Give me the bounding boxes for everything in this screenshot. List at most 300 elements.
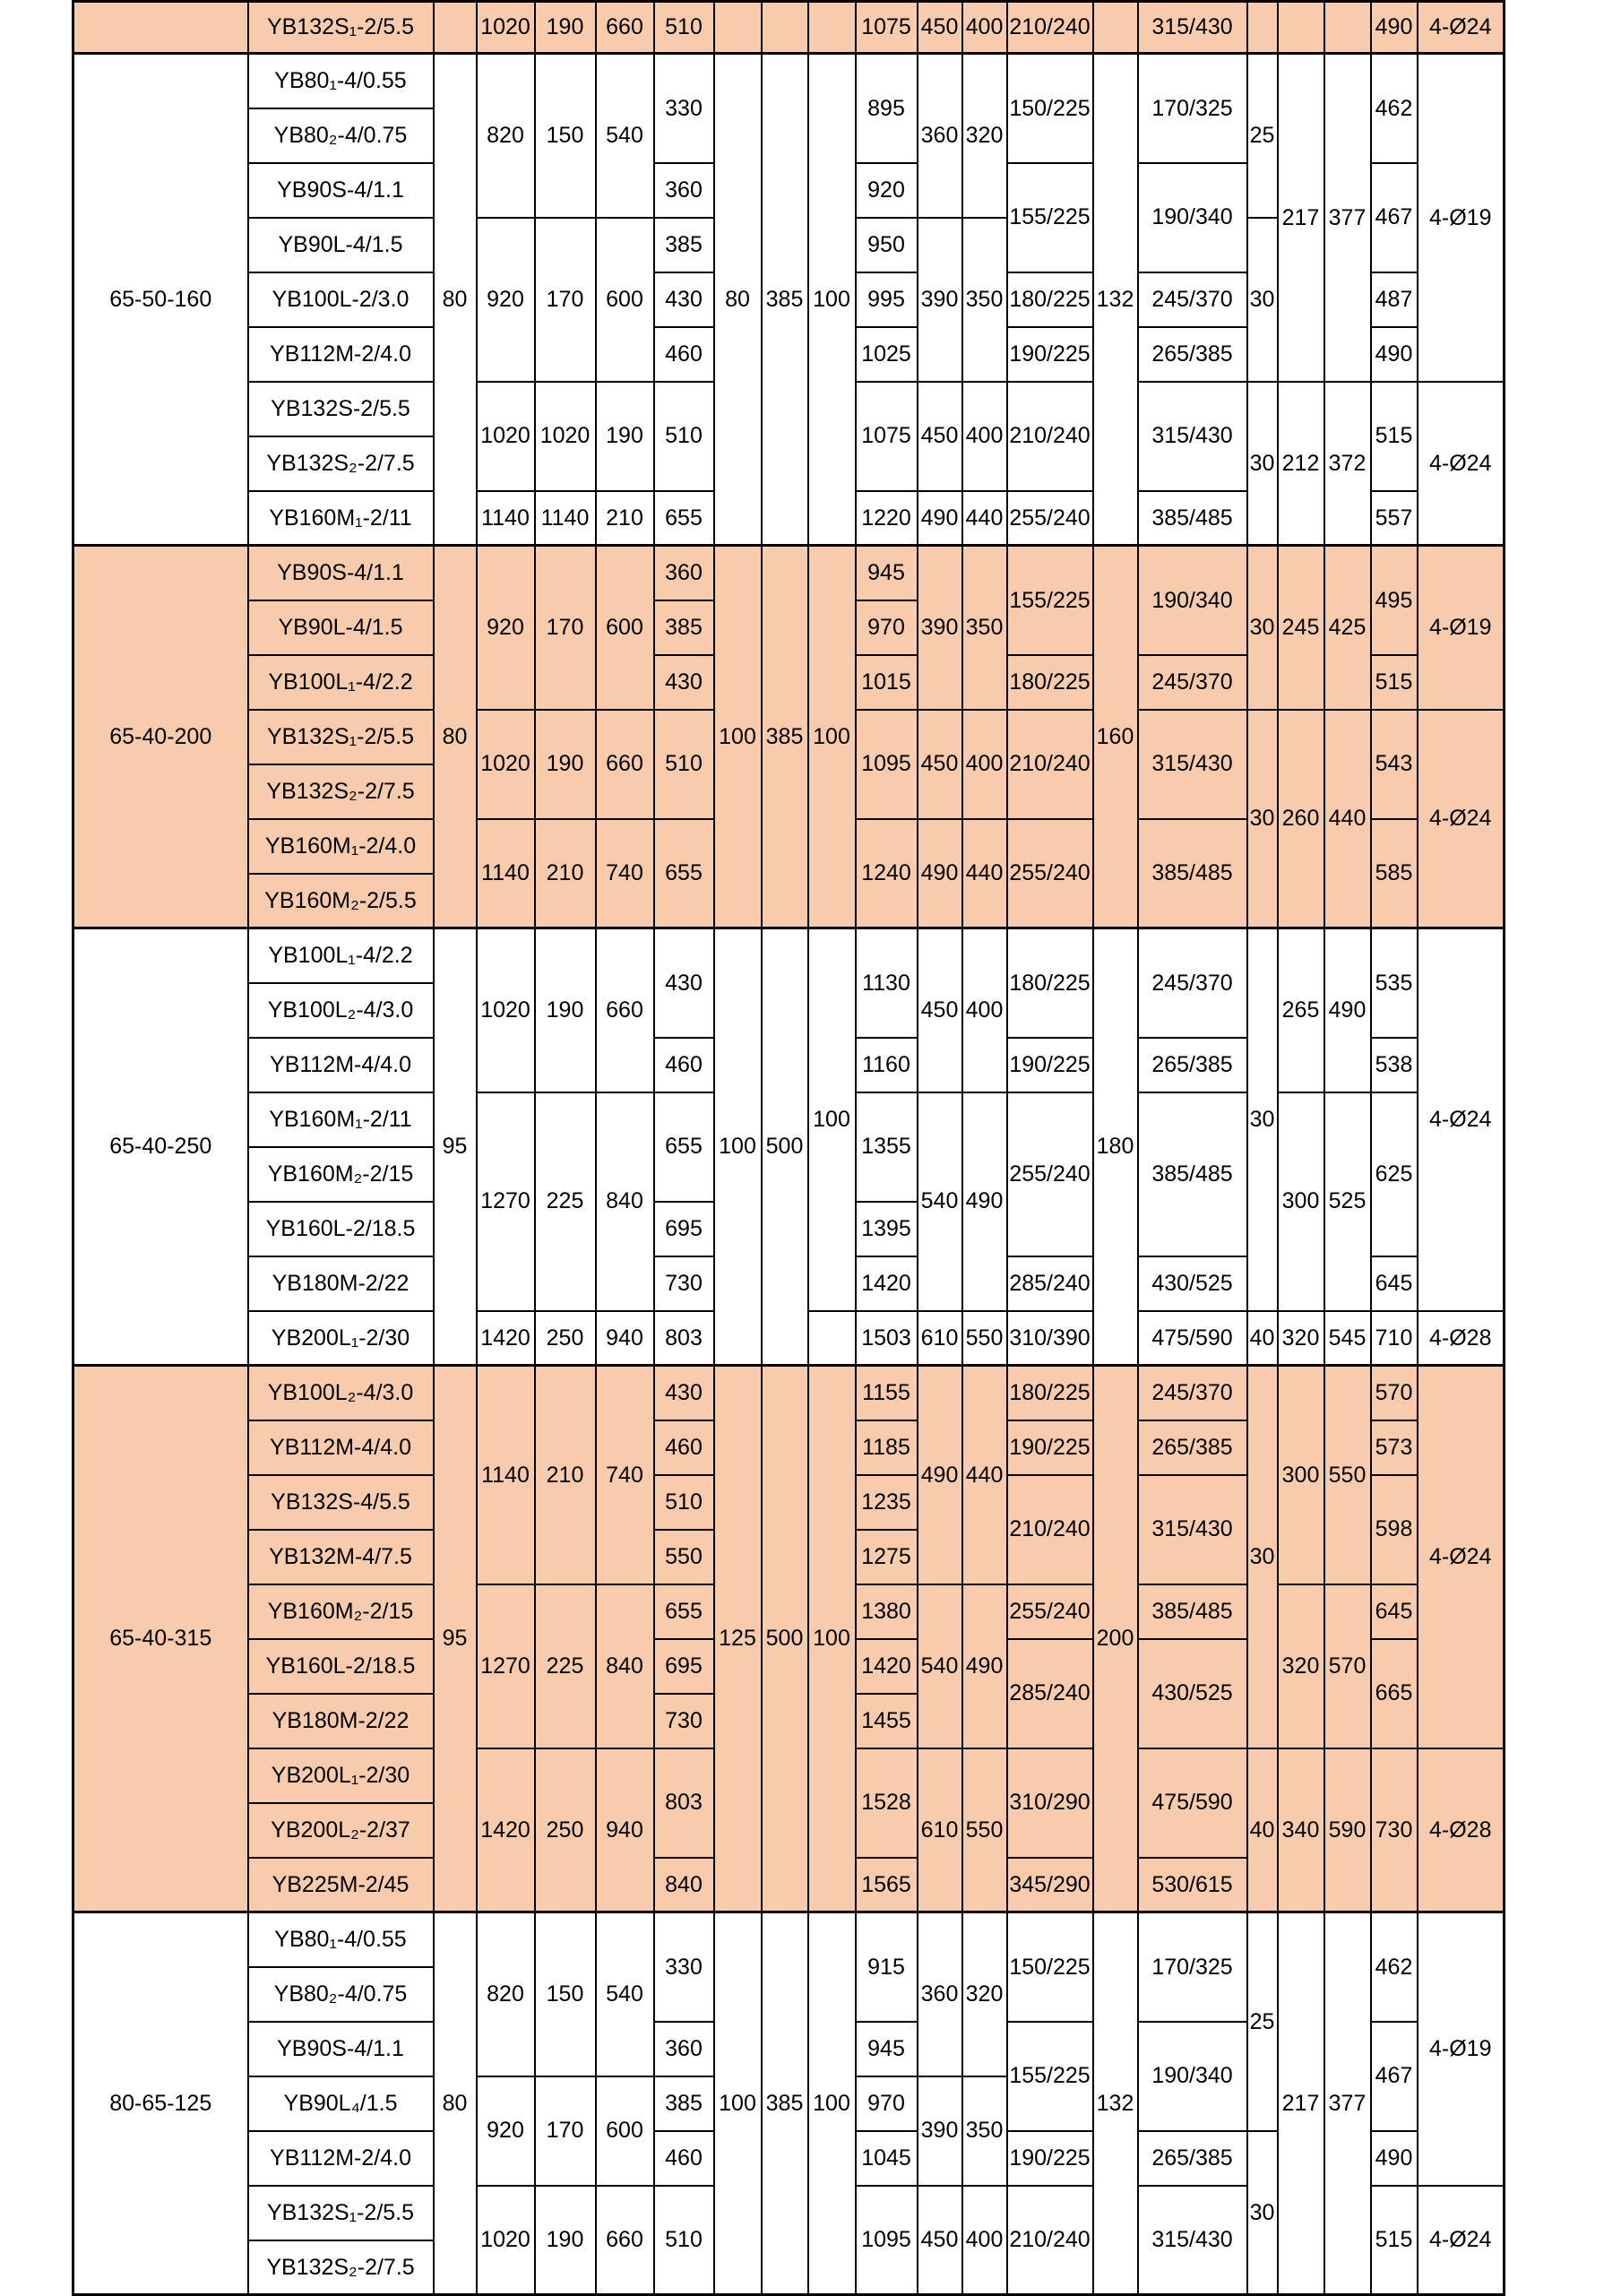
value-cell: 4-Ø24: [1418, 1366, 1505, 1748]
value-cell: 945: [856, 546, 918, 600]
value-cell: 4-Ø28: [1418, 1748, 1505, 1912]
value-cell: 550: [1324, 1366, 1371, 1584]
value-cell: 475/590: [1138, 1748, 1247, 1858]
value-cell: 1045: [856, 2131, 918, 2186]
value-cell: 1140: [477, 1366, 535, 1584]
value-cell: 660: [596, 928, 654, 1092]
value-cell: 245: [1278, 546, 1324, 710]
value-cell: 4-Ø24: [1418, 382, 1505, 546]
empty-cell: [1278, 2, 1324, 54]
value-cell: 385: [762, 54, 808, 546]
value-cell: 460: [654, 327, 714, 382]
value-cell: 1565: [856, 1858, 918, 1912]
value-cell: 490: [918, 1366, 962, 1584]
value-cell: 1020: [477, 928, 535, 1092]
value-cell: 385: [762, 546, 808, 928]
value-cell: 210/240: [1007, 2, 1093, 54]
value-cell: 4-Ø24: [1418, 2186, 1505, 2295]
value-cell: 500: [762, 1366, 808, 1912]
value-cell: 155/225: [1007, 163, 1093, 272]
value-cell: 95: [434, 928, 477, 1366]
value-cell: 377: [1324, 1912, 1371, 2295]
value-cell: 440: [962, 819, 1007, 928]
value-cell: 515: [1371, 382, 1418, 491]
value-cell: 1240: [856, 819, 918, 928]
value-cell: 530/615: [1138, 1858, 1247, 1912]
value-cell: 467: [1371, 2022, 1418, 2131]
value-cell: 210/240: [1007, 2186, 1093, 2295]
value-cell: 150/225: [1007, 54, 1093, 163]
motor-model-cell: YB80₂-4/0.75: [248, 1967, 434, 2022]
pump-model-cell: 65-50-160: [73, 54, 248, 546]
value-cell: 920: [477, 2076, 535, 2186]
table-row: [73, 2, 1505, 54]
value-cell: 895: [856, 54, 918, 163]
value-cell: 570: [1324, 1584, 1371, 1748]
spec-table-body: [73, 2, 1505, 2295]
table-row: [73, 546, 1505, 600]
value-cell: 265/385: [1138, 1420, 1247, 1475]
value-cell: 30: [1247, 928, 1278, 1311]
value-cell: 385: [654, 218, 714, 272]
value-cell: 385: [654, 2076, 714, 2131]
value-cell: 610: [918, 1748, 962, 1912]
motor-model-cell: YB100L₁-4/2.2: [248, 655, 434, 710]
value-cell: 170: [535, 546, 596, 710]
value-cell: 540: [596, 1912, 654, 2076]
value-cell: 515: [1371, 655, 1418, 710]
value-cell: 1355: [856, 1092, 918, 1202]
value-cell: 360: [918, 1912, 962, 2076]
value-cell: 525: [1324, 1092, 1371, 1311]
value-cell: 510: [654, 1475, 714, 1530]
empty-cell: [808, 2, 856, 54]
value-cell: 330: [654, 1912, 714, 2022]
motor-model-cell: YB100L₁-4/2.2: [248, 928, 434, 983]
value-cell: 100: [808, 54, 856, 546]
value-cell: 467: [1371, 163, 1418, 272]
value-cell: 320: [962, 1912, 1007, 2076]
value-cell: 490: [1371, 2, 1418, 54]
value-cell: 1020: [477, 2186, 535, 2295]
value-cell: 320: [1278, 1584, 1324, 1748]
value-cell: 255/240: [1007, 491, 1093, 546]
value-cell: 350: [962, 2076, 1007, 2186]
value-cell: 225: [535, 1092, 596, 1311]
motor-model-cell: YB80₁-4/0.55: [248, 54, 434, 108]
value-cell: 710: [1371, 1311, 1418, 1366]
value-cell: 820: [477, 54, 535, 218]
motor-model-cell: YB80₂-4/0.75: [248, 108, 434, 163]
pump-model-cell: 80-65-125: [73, 1912, 248, 2295]
motor-model-cell: YB90L₄/1.5: [248, 2076, 434, 2131]
value-cell: 30: [1247, 1366, 1278, 1748]
value-cell: 945: [856, 2022, 918, 2076]
value-cell: 360: [918, 54, 962, 218]
pump-model-cell: 65-40-315: [73, 1366, 248, 1912]
value-cell: 440: [962, 491, 1007, 546]
motor-model-cell: YB160L-2/18.5: [248, 1202, 434, 1256]
table-row: [73, 928, 1505, 983]
value-cell: 400: [962, 2186, 1007, 2295]
value-cell: 490: [918, 819, 962, 928]
value-cell: 1420: [477, 1311, 535, 1366]
value-cell: 450: [918, 2186, 962, 2295]
value-cell: 100: [714, 928, 762, 1366]
pump-model-cell: 65-40-250: [73, 928, 248, 1366]
value-cell: 245/370: [1138, 928, 1247, 1038]
value-cell: 340: [1278, 1748, 1324, 1912]
value-cell: 995: [856, 272, 918, 327]
motor-model-cell: YB160L-2/18.5: [248, 1639, 434, 1694]
value-cell: 660: [596, 2, 654, 54]
empty-cell: [714, 2, 762, 54]
value-cell: 600: [596, 218, 654, 382]
value-cell: 315/430: [1138, 1475, 1247, 1584]
value-cell: 350: [962, 546, 1007, 710]
value-cell: 4-Ø24: [1418, 710, 1505, 928]
motor-model-cell: YB132S-4/5.5: [248, 1475, 434, 1530]
value-cell: 1155: [856, 1366, 918, 1420]
value-cell: 460: [654, 2131, 714, 2186]
value-cell: 285/240: [1007, 1256, 1093, 1311]
value-cell: 970: [856, 600, 918, 655]
value-cell: 950: [856, 218, 918, 272]
value-cell: 255/240: [1007, 819, 1093, 928]
value-cell: 510: [654, 2, 714, 54]
value-cell: 490: [1371, 327, 1418, 382]
value-cell: 390: [918, 546, 962, 710]
empty-cell: [434, 2, 477, 54]
value-cell: 1140: [477, 819, 535, 928]
motor-model-cell: YB132S-2/5.5: [248, 382, 434, 436]
value-cell: 315/430: [1138, 710, 1247, 819]
value-cell: 30: [1247, 2131, 1278, 2295]
value-cell: 100: [714, 1912, 762, 2295]
value-cell: 260: [1278, 710, 1324, 928]
value-cell: 180/225: [1007, 1366, 1093, 1420]
value-cell: 600: [596, 546, 654, 710]
value-cell: 940: [596, 1311, 654, 1366]
value-cell: 540: [918, 1092, 962, 1311]
value-cell: 190/225: [1007, 1420, 1093, 1475]
value-cell: 545: [1324, 1311, 1371, 1366]
value-cell: 915: [856, 1912, 918, 2022]
value-cell: 190: [535, 928, 596, 1092]
value-cell: 1420: [477, 1748, 535, 1912]
value-cell: 1140: [535, 491, 596, 546]
value-cell: 310/390: [1007, 1311, 1093, 1366]
value-cell: 170: [535, 218, 596, 382]
value-cell: 940: [596, 1748, 654, 1912]
value-cell: 385/485: [1138, 819, 1247, 928]
value-cell: 440: [1324, 710, 1371, 928]
value-cell: 598: [1371, 1475, 1418, 1584]
value-cell: 190: [535, 2, 596, 54]
value-cell: 1270: [477, 1584, 535, 1748]
value-cell: 450: [918, 928, 962, 1092]
motor-model-cell: YB132S₂-2/7.5: [248, 764, 434, 819]
value-cell: 132: [1093, 1912, 1138, 2295]
value-cell: 330: [654, 54, 714, 163]
value-cell: 820: [477, 1912, 535, 2076]
value-cell: 265/385: [1138, 327, 1247, 382]
value-cell: 1220: [856, 491, 918, 546]
value-cell: 372: [1324, 382, 1371, 546]
value-cell: 385/485: [1138, 491, 1247, 546]
value-cell: 210/240: [1007, 382, 1093, 491]
value-cell: 100: [714, 546, 762, 928]
value-cell: 610: [918, 1311, 962, 1366]
value-cell: 550: [962, 1748, 1007, 1912]
value-cell: 400: [962, 928, 1007, 1092]
motor-model-cell: YB160M₁-2/11: [248, 1092, 434, 1147]
motor-model-cell: YB132M-4/7.5: [248, 1530, 434, 1584]
motor-model-cell: YB90L-4/1.5: [248, 218, 434, 272]
value-cell: 655: [654, 1092, 714, 1202]
value-cell: 740: [596, 819, 654, 928]
value-cell: 510: [654, 382, 714, 491]
value-cell: 40: [1247, 1311, 1278, 1366]
value-cell: 225: [535, 1584, 596, 1748]
value-cell: 350: [962, 218, 1007, 382]
value-cell: 315/430: [1138, 382, 1247, 491]
motor-model-cell: YB112M-2/4.0: [248, 327, 434, 382]
motor-model-cell: YB90S-4/1.1: [248, 163, 434, 218]
value-cell: 155/225: [1007, 2022, 1093, 2131]
value-cell: 300: [1278, 1366, 1324, 1584]
value-cell: 645: [1371, 1256, 1418, 1311]
value-cell: 30: [1247, 382, 1278, 546]
value-cell: 695: [654, 1639, 714, 1694]
value-cell: 310/290: [1007, 1748, 1093, 1858]
value-cell: 25: [1247, 1912, 1278, 2131]
value-cell: 655: [654, 1584, 714, 1639]
value-cell: 430: [654, 272, 714, 327]
value-cell: 557: [1371, 491, 1418, 546]
value-cell: 1275: [856, 1530, 918, 1584]
value-cell: 155/225: [1007, 546, 1093, 655]
value-cell: 190: [596, 382, 654, 491]
value-cell: 4-Ø24: [1418, 2, 1505, 54]
value-cell: 550: [654, 1530, 714, 1584]
value-cell: 190: [535, 710, 596, 819]
value-cell: 30: [1247, 710, 1278, 928]
value-cell: 450: [918, 710, 962, 819]
value-cell: 265/385: [1138, 1038, 1247, 1092]
motor-model-cell: YB112M-2/4.0: [248, 2131, 434, 2186]
value-cell: 320: [1278, 1311, 1324, 1366]
motor-model-cell: YB160M₁-2/4.0: [248, 819, 434, 874]
value-cell: 315/430: [1138, 2186, 1247, 2295]
motor-model-cell: YB90L-4/1.5: [248, 600, 434, 655]
value-cell: 40: [1247, 1748, 1278, 1912]
value-cell: 30: [1247, 546, 1278, 710]
value-cell: 585: [1371, 819, 1418, 928]
motor-model-cell: YB112M-4/4.0: [248, 1420, 434, 1475]
value-cell: 500: [762, 928, 808, 1366]
motor-model-cell: YB90S-4/1.1: [248, 2022, 434, 2076]
motor-model-cell: YB90S-4/1.1: [248, 546, 434, 600]
motor-model-cell: YB160M₂-2/15: [248, 1147, 434, 1202]
value-cell: 440: [962, 1366, 1007, 1584]
empty-cell: [762, 2, 808, 54]
value-cell: 132: [1093, 54, 1138, 546]
value-cell: 385/485: [1138, 1092, 1247, 1256]
value-cell: 150: [535, 54, 596, 218]
value-cell: 190/340: [1138, 163, 1247, 272]
value-cell: 460: [654, 1038, 714, 1092]
value-cell: 285/240: [1007, 1639, 1093, 1748]
value-cell: 150: [535, 1912, 596, 2076]
value-cell: 377: [1324, 54, 1371, 382]
value-cell: 490: [918, 491, 962, 546]
value-cell: 550: [962, 1311, 1007, 1366]
value-cell: 180/225: [1007, 272, 1093, 327]
value-cell: 4-Ø19: [1418, 1912, 1505, 2186]
value-cell: 1020: [535, 382, 596, 491]
value-cell: 1140: [477, 491, 535, 546]
pump-model-cell: 65-40-200: [73, 546, 248, 928]
value-cell: 535: [1371, 928, 1418, 1038]
value-cell: 190/340: [1138, 546, 1247, 655]
value-cell: 250: [535, 1311, 596, 1366]
value-cell: 1095: [856, 710, 918, 819]
value-cell: 265: [1278, 928, 1324, 1092]
motor-model-cell: YB100L-2/3.0: [248, 272, 434, 327]
value-cell: 450: [918, 2, 962, 54]
motor-model-cell: YB180M-2/22: [248, 1694, 434, 1748]
value-cell: 4-Ø19: [1418, 54, 1505, 382]
value-cell: 385: [654, 600, 714, 655]
value-cell: 1528: [856, 1748, 918, 1858]
value-cell: 1075: [856, 2, 918, 54]
value-cell: 803: [654, 1311, 714, 1366]
value-cell: 245/370: [1138, 655, 1247, 710]
value-cell: 100: [808, 1912, 856, 2295]
value-cell: 315/430: [1138, 2, 1247, 54]
value-cell: 1015: [856, 655, 918, 710]
value-cell: 803: [654, 1748, 714, 1858]
empty-cell: [1247, 2, 1278, 54]
value-cell: 695: [654, 1202, 714, 1256]
value-cell: 80: [434, 54, 477, 546]
motor-model-cell: YB80₁-4/0.55: [248, 1912, 434, 1967]
value-cell: 210/240: [1007, 710, 1093, 819]
value-cell: 100: [808, 1366, 856, 1912]
value-cell: 475/590: [1138, 1311, 1247, 1366]
value-cell: 200: [1093, 1366, 1138, 1912]
value-cell: 515: [1371, 2186, 1418, 2295]
value-cell: 920: [477, 546, 535, 710]
value-cell: 490: [1371, 2131, 1418, 2186]
motor-model-cell: YB225M-2/45: [248, 1858, 434, 1912]
value-cell: 400: [962, 710, 1007, 819]
value-cell: 665: [1371, 1639, 1418, 1748]
pump-model-cell: [73, 2, 248, 54]
value-cell: 660: [596, 710, 654, 819]
value-cell: 245/370: [1138, 1366, 1247, 1420]
motor-model-cell: YB132S₁-2/5.5: [248, 2, 434, 54]
value-cell: 1020: [477, 2, 535, 54]
value-cell: 80: [434, 546, 477, 928]
value-cell: 570: [1371, 1366, 1418, 1420]
value-cell: 170/325: [1138, 1912, 1247, 2022]
value-cell: 495: [1371, 546, 1418, 655]
value-cell: 1235: [856, 1475, 918, 1530]
value-cell: 360: [654, 163, 714, 218]
value-cell: 320: [962, 54, 1007, 218]
value-cell: 210: [535, 819, 596, 928]
value-cell: 970: [856, 2076, 918, 2131]
value-cell: 430: [654, 1366, 714, 1420]
value-cell: 655: [654, 819, 714, 928]
value-cell: 490: [1324, 928, 1371, 1092]
value-cell: 487: [1371, 272, 1418, 327]
value-cell: 345/290: [1007, 1858, 1093, 1912]
value-cell: 730: [1371, 1748, 1418, 1912]
value-cell: 400: [962, 382, 1007, 491]
table-row: [73, 1912, 1505, 1967]
value-cell: 4-Ø19: [1418, 546, 1505, 710]
value-cell: 210: [535, 1366, 596, 1584]
value-cell: 430: [654, 928, 714, 1038]
value-cell: 125: [714, 1366, 762, 1912]
motor-model-cell: YB132S₁-2/5.5: [248, 710, 434, 764]
value-cell: 190/225: [1007, 1038, 1093, 1092]
value-cell: 4-Ø24: [1418, 928, 1505, 1311]
value-cell: 210: [596, 491, 654, 546]
value-cell: 360: [654, 546, 714, 600]
value-cell: 1503: [856, 1311, 918, 1366]
value-cell: 1075: [856, 382, 918, 491]
value-cell: 450: [918, 382, 962, 491]
value-cell: 25: [1247, 54, 1278, 218]
value-cell: 30: [1247, 218, 1278, 382]
value-cell: 210/240: [1007, 1475, 1093, 1584]
value-cell: 180/225: [1007, 928, 1093, 1038]
value-cell: 255/240: [1007, 1584, 1093, 1639]
value-cell: 250: [535, 1748, 596, 1912]
value-cell: 540: [918, 1584, 962, 1748]
value-cell: 430/525: [1138, 1639, 1247, 1748]
value-cell: 840: [654, 1858, 714, 1912]
page: [72, 0, 1505, 2296]
value-cell: 160: [1093, 546, 1138, 928]
value-cell: 840: [596, 1584, 654, 1748]
value-cell: 1025: [856, 327, 918, 382]
value-cell: 462: [1371, 1912, 1418, 2022]
empty-cell: [1324, 2, 1371, 54]
motor-model-cell: YB200L₁-2/30: [248, 1748, 434, 1803]
value-cell: 170/325: [1138, 54, 1247, 163]
value-cell: 180/225: [1007, 655, 1093, 710]
motor-model-cell: YB180M-2/22: [248, 1256, 434, 1311]
value-cell: 390: [918, 218, 962, 382]
value-cell: 180: [1093, 928, 1138, 1366]
value-cell: 1420: [856, 1256, 918, 1311]
value-cell: 655: [654, 491, 714, 546]
motor-model-cell: YB200L₁-2/30: [248, 1311, 434, 1366]
value-cell: 490: [962, 1092, 1007, 1311]
value-cell: 840: [596, 1092, 654, 1311]
empty-cell: [808, 1311, 856, 1366]
pump-dimension-table: [72, 0, 1505, 2296]
value-cell: 170: [535, 2076, 596, 2186]
value-cell: 590: [1324, 1748, 1371, 1912]
value-cell: 1455: [856, 1694, 918, 1748]
value-cell: 245/370: [1138, 272, 1247, 327]
